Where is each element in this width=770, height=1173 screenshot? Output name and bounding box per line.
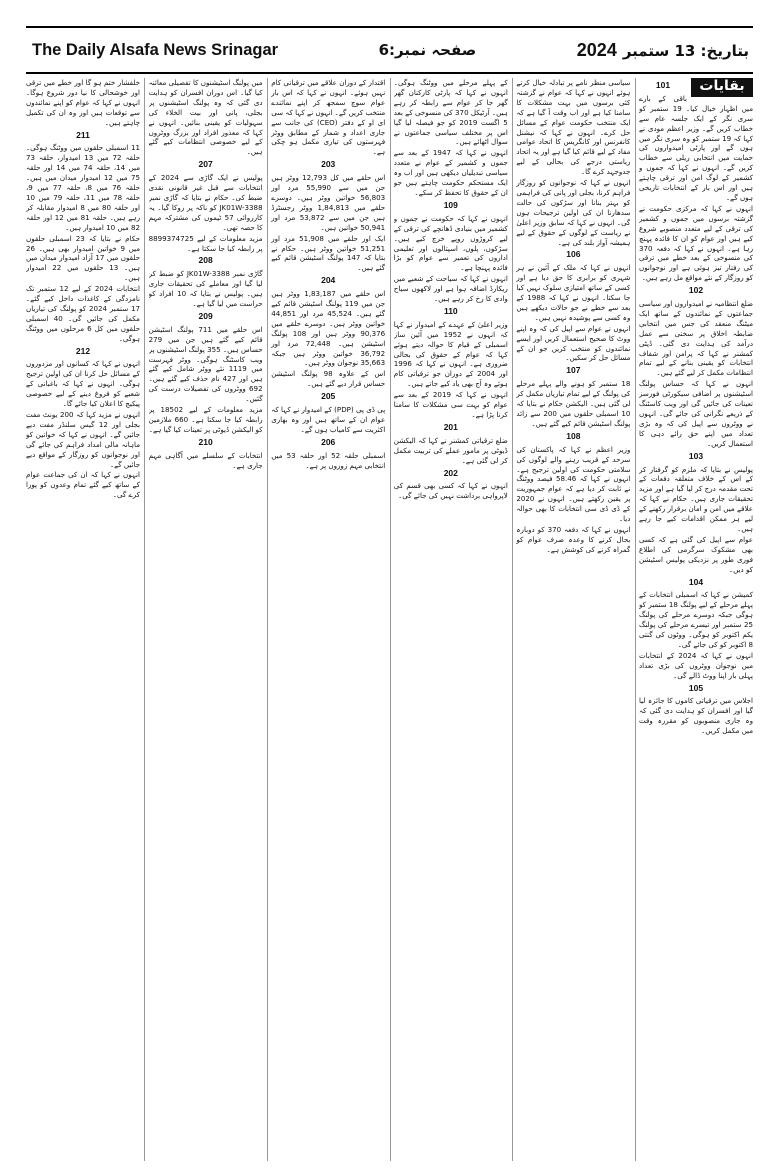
continuation-number: 102 xyxy=(688,285,704,296)
article-paragraph: انہوں نے کہا کہ 1947 کے بعد سے جموں و کشمیر کے عوام نے متعدد سیاسی تبدیلیاں دیکھی ہیں اور اب وہ ایک مستحکم حکومت چاہتے ہیں جو ان کے حقوق کا تحفظ کر سکے۔ xyxy=(393,148,508,197)
article-paragraph: انتخابات کے سلسلے میں آگاہی مہم جاری ہے۔ xyxy=(148,450,263,470)
article-paragraph: وزیر اعظم نے کہا کہ پاکستان کی سرحد کے قریب رہنے والے لوگوں کی سلامتی حکومت کی اولین ترجیح ہے۔ انہوں نے کہا کہ 58.46 فیصد ووٹنگ نے ثابت کر دیا ہے کہ عوام جمہوریت پر یقین رکھتے ہیں۔ انہوں نے 2020 کے ڈی ڈی سی انتخابات کا بھی حوالہ دیا۔ xyxy=(516,444,631,524)
issue-year: 2024 xyxy=(576,39,617,60)
continuation-number: 106 xyxy=(566,249,581,260)
continuation-number: 211 xyxy=(76,129,90,140)
article-paragraph: 18 ستمبر کو ہونے والے پہلے مرحلے کی پولنگ کے لیے تمام تیاریاں مکمل کر لی گئی ہیں۔ الیکشن حکام نے بتایا کہ 10 اسمبلی حلقوں میں 200 سے زائد پولنگ اسٹیشن قائم کیے گئے ہیں۔ xyxy=(516,379,631,428)
article-paragraph: اجلاس میں ترقیاتی کاموں کا جائزہ لیا گیا اور افسران کو ہدایت دی گئی کہ وہ جاری منصوبوں کو مقررہ وقت میں مکمل کریں۔ xyxy=(639,696,753,736)
article-paragraph: اس حلقے میں کل 12,793 ووٹر ہیں جن میں سے 55,990 مرد اور 56,803 خواتین ووٹر ہیں۔ دوسرے حلقے میں 1,84,813 ووٹر رجسٹرڈ ہیں جن میں سے 53,872 مرد اور 50,941 خواتین ہیں۔ xyxy=(271,173,386,232)
continuation-number: 107 xyxy=(566,365,581,376)
article-paragraph: اس کے علاوہ 98 پولنگ اسٹیشن حساس قرار دیے گئے ہیں۔ xyxy=(271,369,386,389)
article-paragraph: کے پہلے مرحلے میں ووٹنگ ہوگی۔ انہوں نے کہا کہ پارٹی کارکنان گھر گھر جا کر عوام سے رابطہ کر رہے ہیں۔ آرٹیکل 370 کی منسوخی کے بعد 5 اگست 2019 کو جو فیصلہ لیا گیا اس پر مختلف سیاسی جماعتوں نے سوال اٹھائے ہیں۔ xyxy=(393,78,508,147)
article-paragraph: انہوں نے کہا کہ کسی بھی قسم کی لاپرواہی برداشت نہیں کی جائے گی۔ xyxy=(393,481,508,501)
article-paragraph: انہوں نے کہا کہ ان کی جماعت عوام کے ساتھ کیے گئے تمام وعدوں کو پورا کرے گی۔ xyxy=(26,470,140,500)
article-paragraph: سیاسی منظر نامے پر تبادلہ خیال کرتے ہوئے انہوں نے کہا کہ عوام نے گزشتہ کئی برسوں میں بہت مشکلات کا سامنا کیا ہے اور اب وقت آ گیا ہے کہ ایک منتخب حکومت عوام کے مسائل حل کرے۔ انہوں نے کہا کہ نیشنل کانفرنس اور کانگریس کا اتحاد عوامی مفاد کے لیے قائم کیا گیا ہے اور یہ اتحاد ریاستی درجے کی بحالی کے لیے جدوجہد کرے گا۔ xyxy=(516,78,631,177)
column-divider xyxy=(144,78,145,1161)
article-paragraph: پولیس نے ایک گاڑی سے 2024 کے انتخابات سے قبل غیر قانونی نقدی ضبط کی۔ حکام نے بتایا کہ گاڑی نمبر JK01W-3388 کو ناکہ پر روکا گیا۔ یہ کارروائی 57 ٹیموں کی مشترکہ مہم کا حصہ تھی۔ xyxy=(148,173,263,232)
article-paragraph: انہوں نے کہا کہ دفعہ 370 کو دوبارہ بحال کرنے کا وعدہ صرف عوام کو گمراہ کرنے کی کوشش ہے۔ xyxy=(516,524,631,554)
article-column xyxy=(26,78,140,1161)
article-paragraph: انہوں نے کہا کہ حکومت نے جموں و کشمیر میں بنیادی ڈھانچے کی ترقی کے لیے کروڑوں روپے خرچ کیے ہیں۔ سڑکوں، پلوں، اسپتالوں اور تعلیمی اداروں کی تعمیر سے عوام کو بڑا فائدہ پہنچا ہے۔ xyxy=(393,213,508,273)
article-paragraph: مزید معلومات کے لیے 18502 پر رابطہ کیا جا سکتا ہے۔ 660 ملازمین کو الیکشن ڈیوٹی پر تعینات کیا گیا ہے۔ xyxy=(148,405,263,434)
column-divider xyxy=(635,78,636,1161)
article-paragraph: اس حلقے میں 711 پولنگ اسٹیشن قائم کیے گئے ہیں جن میں 279 حساس ہیں۔ 355 پولنگ اسٹیشنوں پر ویب کاسٹنگ ہوگی۔ ووٹر فہرست میں 1119 نئے ووٹر شامل کیے گئے ہیں اور 427 نام حذف کیے گئے ہیں۔ 692 ووٹروں کی تفصیلات درست کی گئیں۔ xyxy=(148,324,263,404)
section-banner: بقایات xyxy=(691,78,753,97)
continuation-number: 207 xyxy=(198,159,213,170)
article-paragraph: خلفشار ختم ہو گا اور خطے میں ترقی اور خوشحالی کا نیا دور شروع ہوگا۔ انہوں نے کہا کہ عوام کو اپنے نمائندوں سے توقعات ہیں اور وہ ان کی تکمیل چاہتے ہیں۔ xyxy=(26,78,140,127)
article-paragraph: انہوں نے کہا کہ 2024 کے انتخابات میں نوجوان ووٹروں کی بڑی تعداد پہلی بار اپنا ووٹ ڈالے گی۔ xyxy=(639,650,753,680)
article-column xyxy=(639,78,753,1161)
continuation-number: 104 xyxy=(688,576,704,587)
article-column xyxy=(516,78,630,1161)
newspaper-page xyxy=(26,26,753,1161)
article-paragraph: وزیر اعلیٰ کے عہدے کے امیدوار نے کہا کہ انہوں نے 1952 میں آئین ساز اسمبلی کے قیام کا حوالہ دیتے ہوئے کہا کہ عوام کے حقوق کی بحالی ضروری ہے۔ انہوں نے کہا کہ 1996 اور 2004 کے دوران جو ترقیاتی کام ہوئے وہ آج بھی یاد کیے جاتے ہیں۔ xyxy=(393,319,508,389)
continuation-number: 209 xyxy=(198,310,213,321)
paper-name: The Daily Alsafa News Srinagar xyxy=(32,40,279,59)
continuation-number: 204 xyxy=(321,275,336,286)
continuation-number: 212 xyxy=(75,345,91,356)
issue-date xyxy=(577,40,753,61)
article-paragraph: انہوں نے کہا کہ 2019 کے بعد سے عوام کو بہت سی مشکلات کا سامنا کرنا پڑا ہے۔ xyxy=(393,390,508,419)
article-column xyxy=(271,78,385,1161)
continuation-number: 205 xyxy=(321,391,336,402)
column-divider xyxy=(390,78,391,1161)
article-paragraph: مزید معلومات کے لیے 8899374725 پر رابطہ کیا جا سکتا ہے۔ xyxy=(148,233,263,253)
article-paragraph: انتخابات 2024 کے لیے 12 ستمبر تک نامزدگی کے کاغذات داخل کیے گئے۔ 17 ستمبر 2024 کو پولنگ کی تیاریاں مکمل کی جائیں گی۔ 40 اسمبلی حلقوں میں کل 6 مرحلوں میں ووٹنگ ہوگی۔ xyxy=(26,284,140,343)
continuation-number: 109 xyxy=(443,199,458,210)
continuation-number: 203 xyxy=(321,159,336,170)
article-paragraph: انہوں نے کہا کہ سیاحت کے شعبے میں ریکارڈ اضافہ ہوا ہے اور لاکھوں سیاح وادی کا رخ کر رہے ہیں۔ xyxy=(393,274,508,304)
article-paragraph: انہوں نے کہا کہ نوجوانوں کو روزگار فراہم کرنا، بجلی اور پانی کی فراہمی کو بہتر بنانا اور سڑکوں کی حالت سدھارنا ان کی اولین ترجیحات ہوں گی۔ انہوں نے کہا کہ سابق وزیر اعلیٰ نے ریاست کے لوگوں کے حقوق کے لیے ہمیشہ آواز بلند کی ہے۔ xyxy=(516,178,631,247)
article-column xyxy=(394,78,508,1161)
continuation-number: 206 xyxy=(321,436,336,447)
continuation-number: 208 xyxy=(198,255,213,266)
article-paragraph: عوام سے اپیل کی گئی ہے کہ کسی بھی مشکوک سرگرمی کی اطلاع فوری طور پر نزدیکی پولیس اسٹیشن کو دیں۔ xyxy=(639,534,753,574)
continuation-number: 202 xyxy=(443,467,458,478)
article-paragraph: ضلع انتظامیہ نے امیدواروں اور سیاسی جماعتوں کے نمائندوں کے ساتھ ایک میٹنگ منعقد کی جس میں انتخابی ضابطہ اخلاق پر سختی سے عمل درآمد کی ہدایت دی گئی۔ ڈپٹی کمشنر نے کہا کہ پرامن اور شفاف انتخابات کو یقینی بنانے کے لیے تمام انتظامات مکمل کر لیے گئے ہیں۔ xyxy=(639,299,753,378)
article-paragraph: انہوں نے کہا کہ مرکزی حکومت نے گزشتہ برسوں میں جموں و کشمیر کی ترقی کے لیے متعدد منصوبے شروع کیے ہیں اور عوام کو ان کا فائدہ پہنچ رہا ہے۔ انہوں نے کہا کہ دفعہ 370 کی منسوخی کے بعد خطے میں ترقی کی رفتار تیز ہوئی ہے اور نوجوانوں کو روزگار کے نئے مواقع مل رہے ہیں۔ xyxy=(639,203,753,283)
column-divider xyxy=(512,78,513,1161)
article-paragraph: انہوں نے مزید کہا کہ 200 یونٹ مفت بجلی اور 12 گیس سلنڈر مفت دیے جائیں گے۔ انہوں نے کہا کہ خواتین کو ماہانہ مالی امداد فراہم کی جائے گی اور نوجوانوں کو روزگار کے مواقع دیے جائیں گے۔ xyxy=(26,410,140,469)
continuation-number: 103 xyxy=(688,450,704,461)
article-columns xyxy=(26,78,753,1161)
article-paragraph: ضلع ترقیاتی کمشنر نے کہا کہ الیکشن ڈیوٹی پر مامور عملے کی تربیت مکمل کر لی گئی ہے۔ xyxy=(393,435,508,465)
continuation-number: 201 xyxy=(443,421,458,432)
article-paragraph: گاڑی نمبر JK01W-3388 کو ضبط کر لیا گیا اور معاملے کی تحقیقات جاری ہیں۔ پولیس نے بتایا کہ 10 افراد کو حراست میں لیا گیا ہے۔ xyxy=(148,269,263,309)
article-paragraph: اس حلقے میں 1,83,187 ووٹر ہیں جن میں 119 پولنگ اسٹیشن قائم کیے گئے ہیں۔ 45,524 مرد اور 44,851 خواتین ووٹر ہیں۔ دوسرے حلقے میں 90,376 ووٹر ہیں اور 108 پولنگ اسٹیشن ہیں۔ 72,448 مرد اور 36,792 خواتین ووٹر ہیں جبکہ 35,663 نوجوان ووٹر ہیں۔ xyxy=(271,289,386,368)
article-column xyxy=(149,78,263,1161)
article-paragraph: میں پولنگ اسٹیشنوں کا تفصیلی معائنہ کیا گیا۔ اس دوران افسران کو ہدایت دی گئی کہ وہ پولنگ اسٹیشنوں پر بجلی، پانی اور بیت الخلاء کی سہولیات کو یقینی بنائیں۔ انہوں نے کہا کہ معذور افراد اور بزرگ ووٹروں کے لیے خصوصی انتظامات کیے گئے ہیں۔ xyxy=(148,78,263,157)
masthead xyxy=(26,26,753,74)
article-paragraph: حکام نے بتایا کہ 23 اسمبلی حلقوں میں 9 خواتین امیدوار بھی ہیں۔ 26 حلقوں میں 17 آزاد امیدوار میدان میں ہیں۔ 13 حلقوں میں 22 امیدوار ہیں۔ xyxy=(26,233,140,283)
article-paragraph: پی ڈی پی (PDP) کے امیدوار نے کہا کہ عوام ان کے ساتھ ہیں اور وہ بھاری اکثریت سے کامیاب ہوں گے۔ xyxy=(271,405,386,434)
page-number-label: صفحہ نمبر:6 xyxy=(378,41,477,59)
continuation-number: 210 xyxy=(198,436,213,447)
issue-date-text: بتاریخ: 13 ستمبر xyxy=(622,41,749,60)
article-paragraph: کمیشن نے کہا کہ اسمبلی انتخابات کے پہلے مرحلے کے لیے پولنگ 18 ستمبر کو ہوگی جبکہ دوسرے مرحلے کی پولنگ 25 ستمبر اور تیسرے مرحلے کی پولنگ یکم اکتوبر کو ہوگی۔ ووٹوں کی گنتی 8 اکتوبر کو کی جائے گی۔ xyxy=(639,590,753,649)
article-paragraph: 11 اسمبلی حلقوں میں ووٹنگ ہوگی۔ حلقہ 72 میں 13 امیدوار، حلقہ 73 میں 14، حلقہ 74 میں 14 اور حلقہ 75 میں 12 امیدوار میدان میں ہیں۔ حلقہ 76 میں 8، حلقہ 77 میں 9، حلقہ 78 میں 11، حلقہ 79 میں 10 اور حلقہ 80 میں 8 امیدوار مقابلہ کر رہے ہیں۔ حلقہ 81 میں 12 اور حلقہ 82 میں 10 امیدوار ہیں۔ xyxy=(26,143,140,232)
article-paragraph: انہوں نے کہا کہ ملک کے آئین نے ہر شہری کو برابری کا حق دیا ہے اور کسی کے ساتھ امتیازی سلوک نہیں کیا جا سکتا۔ انہوں نے کہا کہ 1988 کے بعد سے خطے نے جو حالات دیکھے ہیں وہ کسی سے پوشیدہ نہیں ہیں۔ xyxy=(516,263,631,322)
article-paragraph: انہوں نے کہا کہ حساس پولنگ اسٹیشنوں پر اضافی سیکورٹی فورسز تعینات کی جائیں گی اور ویب کاسٹنگ کے ذریعے نگرانی کی جائے گی۔ انہوں نے ووٹروں سے اپیل کی کہ وہ بڑی تعداد میں اپنے حق رائے دہی کا استعمال کریں۔ xyxy=(639,379,753,448)
article-paragraph: اسمبلی حلقہ 52 اور حلقہ 53 میں انتخابی مہم زوروں پر ہے۔ xyxy=(271,450,386,470)
article-paragraph: انہوں نے کہا کہ کسانوں اور مزدوروں کے مسائل حل کرنا ان کی اولین ترجیح ہوگی۔ انہوں نے کہا کہ باغبانی کے شعبے کو فروغ دینے کے لیے خصوصی پیکیج کا اعلان کیا جائے گا۔ xyxy=(26,359,140,409)
article-paragraph: اقتدار کے دوران علاقے میں ترقیاتی کام نہیں ہوئے۔ انہوں نے کہا کہ اس بار عوام سوچ سمجھ کر اپنے نمائندے منتخب کریں گے۔ انہوں نے کہا کہ سی ای او کے دفتر (CEO) کی جانب سے جاری اعداد و شمار کے مطابق ووٹر فہرستوں کی تیاری مکمل ہو چکی ہے۔ xyxy=(271,78,386,157)
continuation-number: 101 xyxy=(655,80,671,90)
article-paragraph: انہوں نے عوام سے اپیل کی کہ وہ اپنے ووٹ کا صحیح استعمال کریں اور ایسے نمائندوں کو منتخب کریں جو ان کے مسائل حل کر سکیں۔ xyxy=(516,323,631,363)
article-paragraph: پولیس نے بتایا کہ ملزم کو گرفتار کر کے اس کے خلاف متعلقہ دفعات کے تحت مقدمہ درج کر لیا گیا ہے اور مزید تحقیقات جاری ہیں۔ حکام نے کہا کہ علاقے میں امن و امان برقرار رکھنے کے لیے ہر ممکن اقدامات کیے جا رہے ہیں۔ xyxy=(639,464,753,533)
article-paragraph: ایک اور حلقے میں 51,908 مرد اور 51,251 خواتین ووٹر ہیں۔ حکام نے بتایا کہ 147 پولنگ اسٹیشن قائم کیے گئے ہیں۔ xyxy=(271,233,386,273)
column-divider xyxy=(267,78,268,1161)
continuation-number: 108 xyxy=(566,430,581,441)
continuation-number: 110 xyxy=(443,305,458,316)
continuation-number: 105 xyxy=(688,682,704,693)
article-paragraph: باقی کے بارے میں اظہار خیال کیا۔ 19 ستمبر کو سری نگر کے ایک جلسہ عام سے خطاب کریں گے۔ وزیر اعظم مودی نے کہا کہ 19 ستمبر کو وہ سری نگر میں ہوں گے اور پارٹی امیدواروں کی حمایت میں انتخابی ریلی سے خطاب کریں گے۔ انہوں نے کہا کہ جموں و کشمیر کے لوگ امن اور ترقی چاہتے ہیں اور اس بار کے انتخابات تاریخی ہوں گے۔ xyxy=(639,93,753,202)
